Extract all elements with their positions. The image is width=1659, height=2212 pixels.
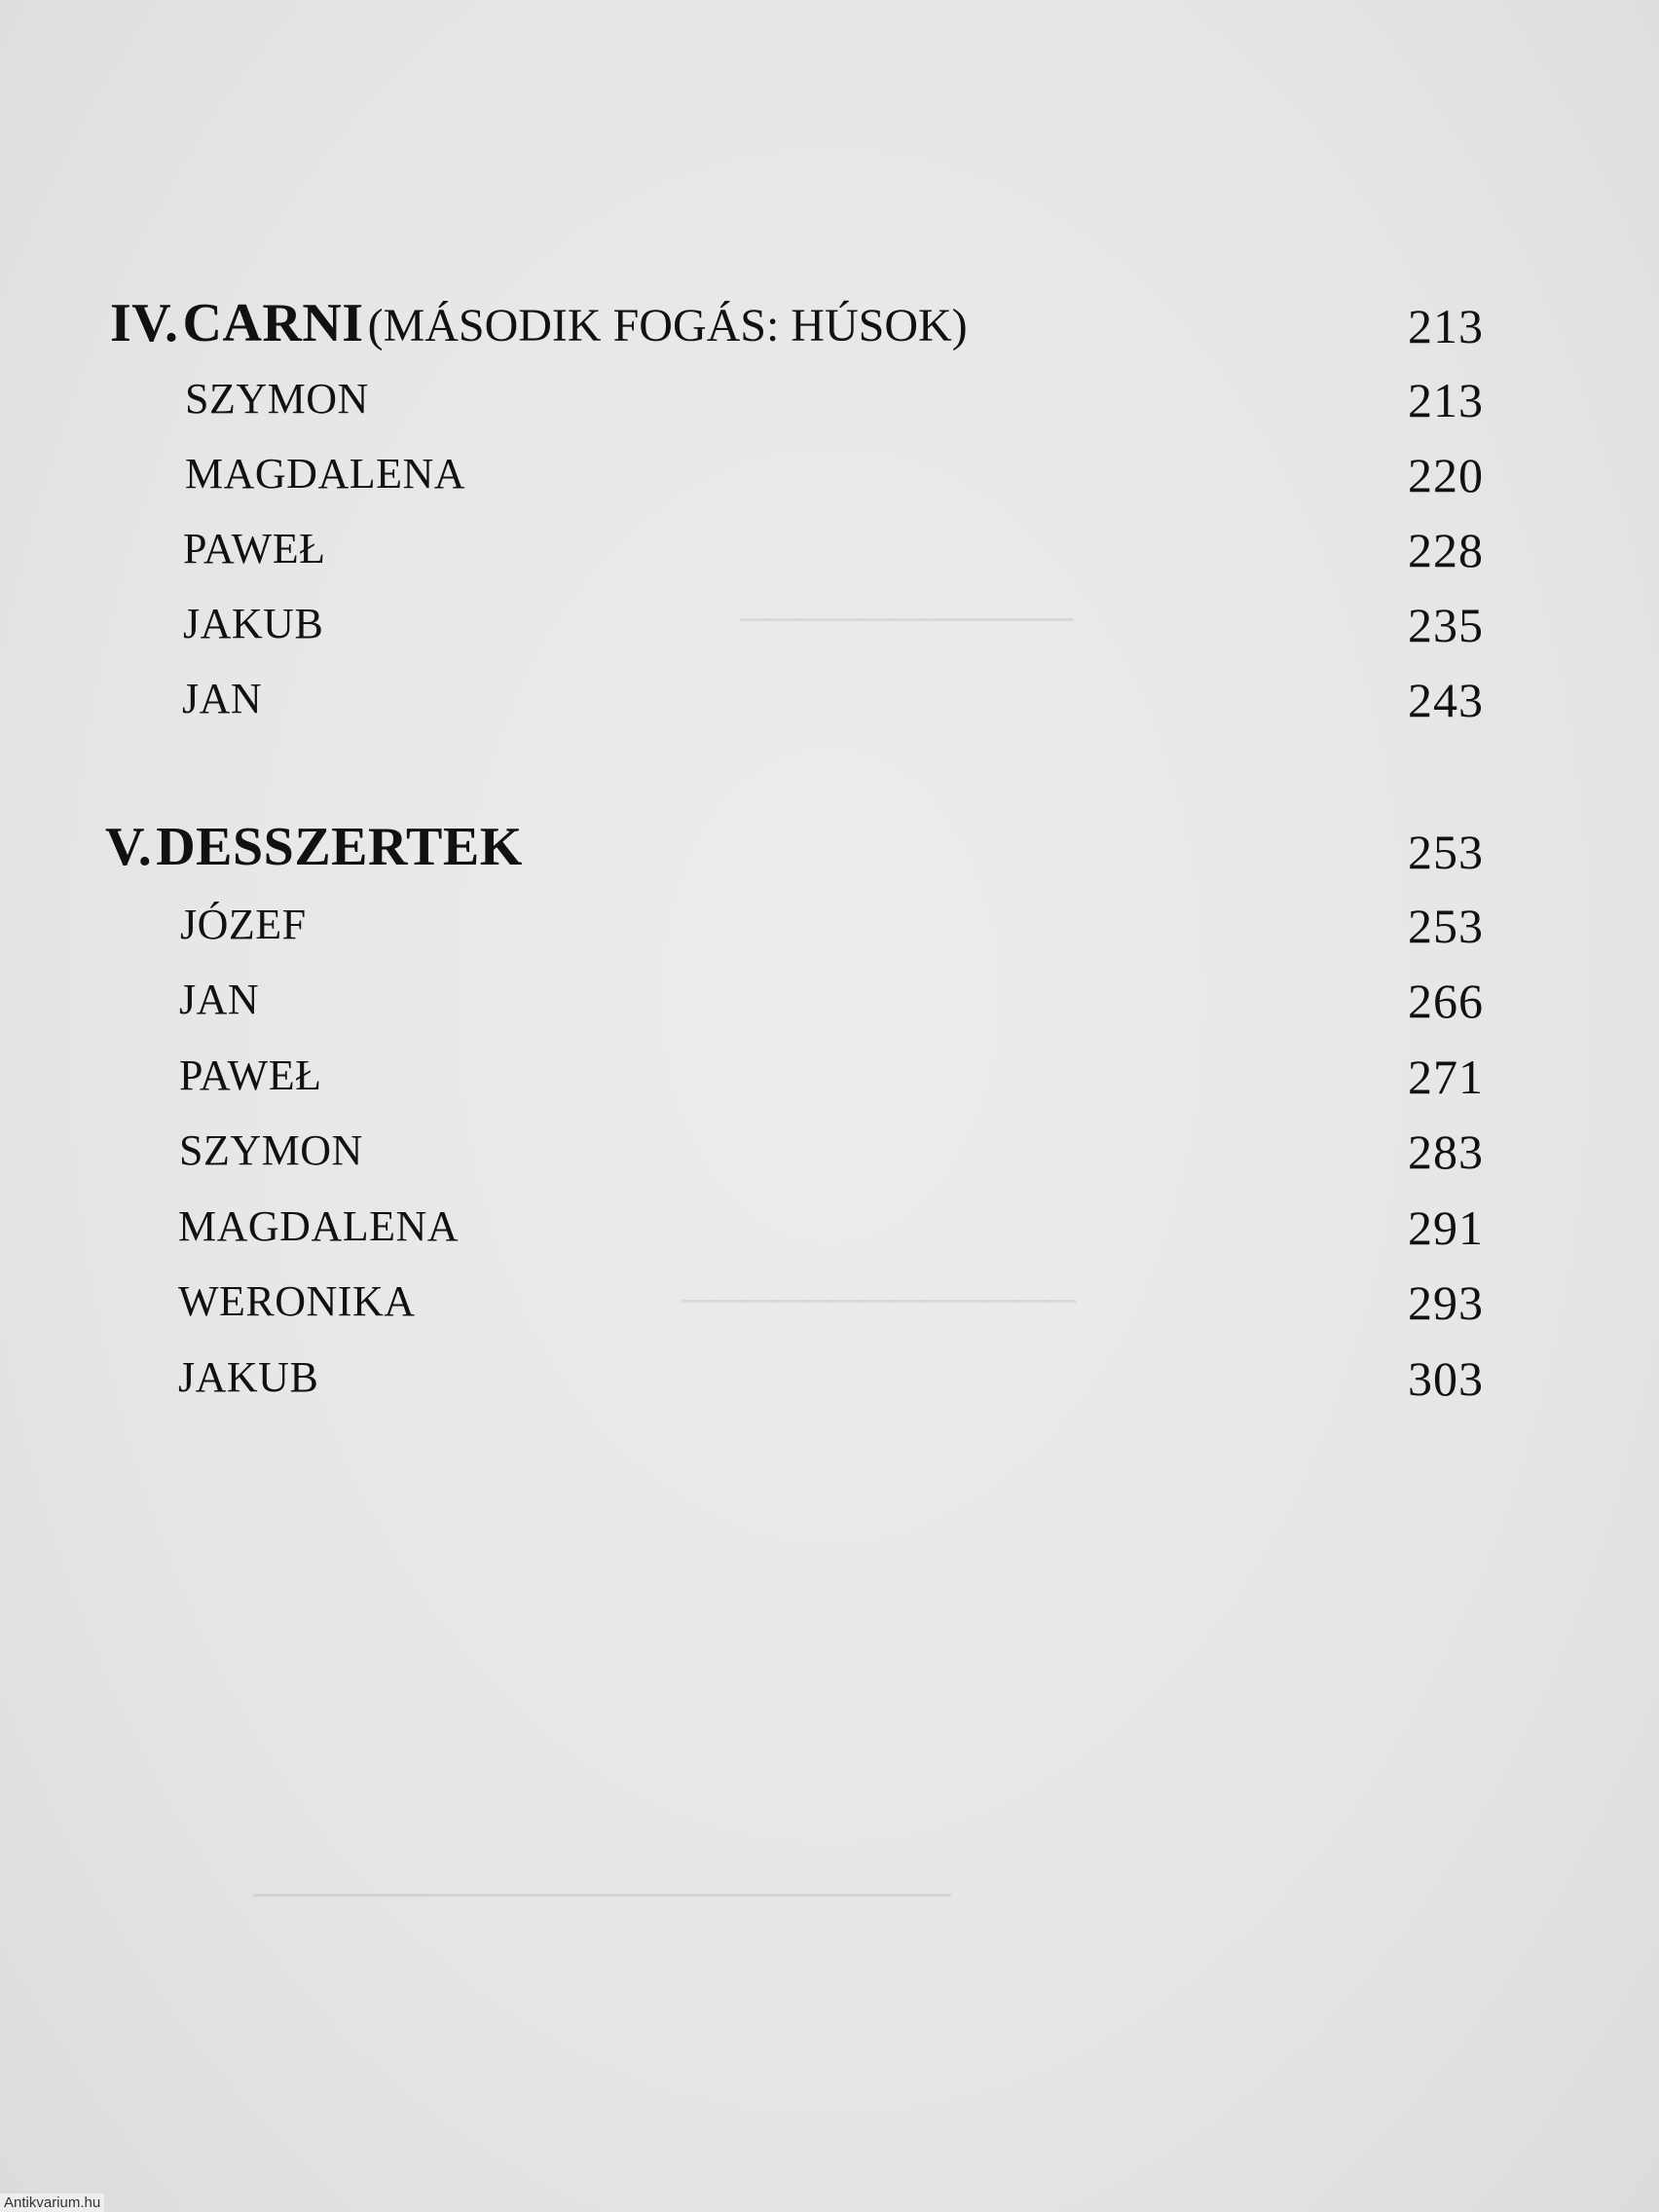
- toc-entry: PAWEŁ: [183, 525, 326, 572]
- toc-page-number: 266: [1408, 974, 1484, 1028]
- toc-entry: SZYMON: [185, 375, 369, 423]
- toc-page-number: 291: [1408, 1200, 1484, 1255]
- section-numeral: IV.: [110, 293, 179, 353]
- toc-entry: JAKUB: [178, 1353, 319, 1401]
- toc-page-number: 235: [1408, 598, 1484, 652]
- bleed-through-text: ─────────────: [682, 1276, 1077, 1324]
- section-heading-carni: [110, 292, 968, 354]
- toc-page-number: 283: [1408, 1124, 1484, 1179]
- toc-entry: JÓZEF: [180, 901, 307, 948]
- section-page-number: 213: [1408, 299, 1484, 353]
- toc-page-number: 303: [1408, 1351, 1484, 1406]
- section-numeral: V.: [105, 817, 153, 877]
- section-heading-desszertek: [105, 816, 523, 878]
- toc-entry: JAKUB: [183, 600, 324, 647]
- section-title: CARNI: [182, 293, 364, 353]
- bleed-through-text: ───────────: [740, 595, 1074, 643]
- toc-page-number: 293: [1408, 1275, 1484, 1330]
- toc-page-number: 228: [1408, 523, 1484, 577]
- section-subtitle: (MÁSODIK FOGÁS: HÚSOK): [367, 300, 968, 351]
- toc-page-number: 253: [1408, 899, 1484, 953]
- toc-page-number: 271: [1408, 1050, 1484, 1104]
- toc-entry: JAN: [179, 976, 260, 1023]
- toc-page-number: 243: [1408, 673, 1484, 727]
- toc-entry: JAN: [182, 675, 263, 722]
- bleed-through-text: ───────────────────────: [253, 1870, 951, 1918]
- toc-entry: PAWEŁ: [179, 1051, 322, 1099]
- watermark-label: Antikvarium.hu: [0, 2194, 104, 2212]
- toc-entry: WERONIKA: [178, 1277, 416, 1325]
- toc-page-number: 213: [1408, 373, 1484, 427]
- toc-entry: MAGDALENA: [178, 1202, 460, 1250]
- section-page-number: 253: [1408, 825, 1484, 879]
- section-title: DESSZERTEK: [156, 817, 523, 877]
- toc-entry: MAGDALENA: [185, 450, 466, 498]
- toc-entry: SZYMON: [179, 1126, 363, 1174]
- toc-page-number: 220: [1408, 448, 1484, 502]
